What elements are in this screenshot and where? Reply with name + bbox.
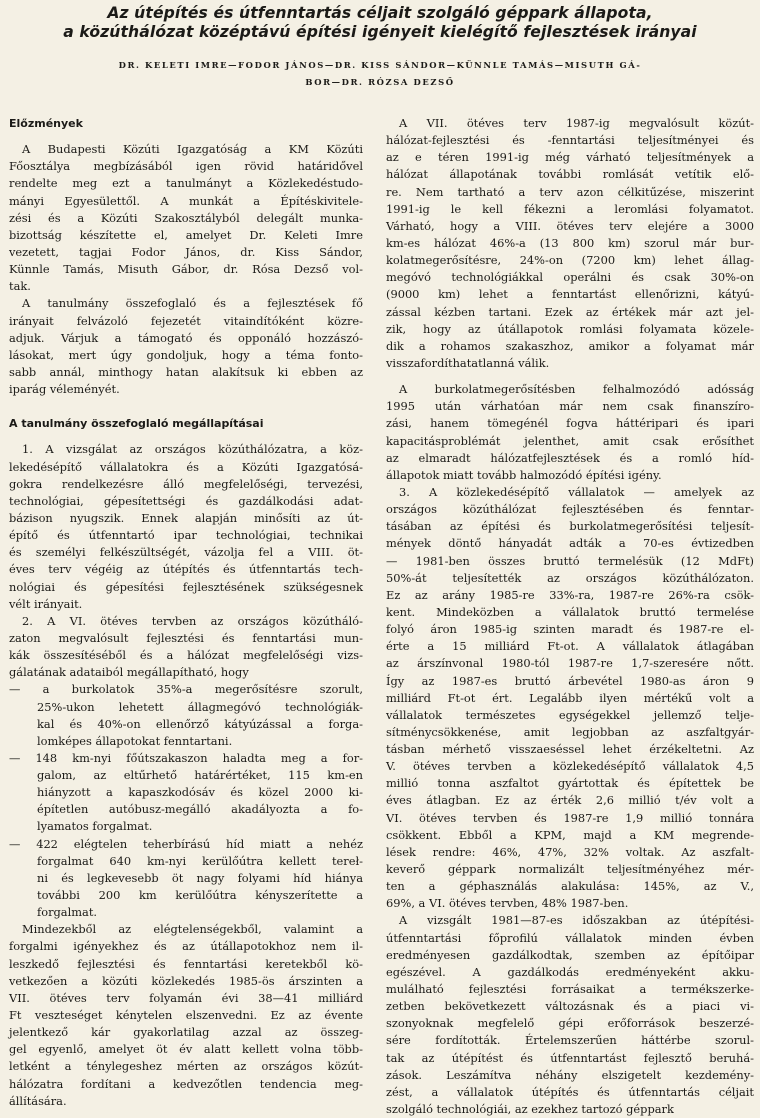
text-line: rendelte meg ezt a tanulmányt a Közlekedéstudo-	[9, 176, 363, 191]
text-line: hálózat állapotának további romlását vetítik elő-	[386, 167, 754, 182]
text-line: gokra rendelkezésre álló megfelelőségi, tervezési,	[9, 476, 363, 491]
text-line: adjuk. Várjuk a támogató és opponáló hozzászó-	[9, 330, 363, 345]
text-line: — 148 km-nyi főútszakaszon haladta meg a for-	[9, 750, 363, 765]
text-line: vezetett, tagjai Fodor János, dr. Kiss Sándor,	[9, 244, 363, 259]
text-line: — 1981-ben összes bruttó termelésük (12 MdFt)	[386, 553, 754, 568]
text-line: bázison nyugszik. Ennek alapján minősíti az út-	[9, 510, 363, 525]
text-line: — 422 elégtelen teherbírású híd miatt a nehéz	[9, 836, 363, 851]
text-line: zik, hogy az útállapotok romlási folyamata közele-	[386, 321, 754, 336]
text-line: útfenntartási főprofilú vállalatok minden évben	[386, 930, 754, 945]
text-line: kal és 40%-on ellenőrző kátyúzással a forga-	[37, 716, 363, 731]
text-line: egészével. A gazdálkodás eredményeként akku-	[386, 964, 754, 979]
text-line: dik a rohamos szakaszhoz, amikor a folyamat már	[386, 338, 754, 353]
text-line: forgalmi igényekhez és az útállapotokhoz nem il-	[9, 939, 363, 954]
paragraph	[9, 921, 363, 1110]
text-line: éves átlagban. Ez az érték 2,6 millió t/év volt a	[386, 793, 754, 808]
text-line: kolatmegerősítésre, 24%-on (7200 km) lehet állag-	[386, 253, 754, 268]
text-line: építő és útfenntartó ipar technológiai, technikai	[9, 528, 363, 543]
text-line: zaton megvalósult fejlesztési és fenntartási mun-	[9, 630, 363, 645]
left-column	[9, 106, 363, 1110]
text-line: lések rendre: 46%, 47%, 32% voltak. Az aszfalt-	[386, 844, 754, 859]
text-line: VII. ötéves terv folyamán évi 38—41 milliárd	[9, 990, 363, 1005]
text-line: vélt irányait.	[9, 596, 83, 611]
text-line: eredményesen gazdálkodtak, szemben az építőipar	[386, 947, 754, 962]
text-line: az árszínvonal 1980-tól 1987-re 1,7-szeresére nőtt.	[386, 656, 754, 671]
text-line: gálatának adataiból megállapítható, hogy	[9, 665, 249, 680]
text-line: lomképes állapotokat fenntartani.	[37, 733, 233, 748]
bullet-item	[9, 750, 363, 836]
text-line: lyamatos forgalmat.	[37, 819, 153, 834]
text-line: építetlen autóbusz-megálló akadályozta a fo-	[37, 802, 363, 817]
text-line: technológiai, gépesítettségi és gazdálkodási adat-	[9, 493, 363, 508]
text-line: 1. A vizsgálat az országos közúthálózatra, a köz-	[22, 442, 363, 457]
text-line: sabb annál, minthogy hatan alakítsuk ki ebben az	[9, 364, 363, 379]
text-line: irányait felvázoló fejezetét vitaindítóként közre-	[9, 313, 363, 328]
text-line: milliárd Ft-ot ért. Legalább ilyen mértékű volt a	[386, 690, 754, 705]
text-line: galom, az eltűrhető határértéket, 115 km-en	[37, 768, 363, 783]
paragraph	[386, 484, 754, 913]
text-line: visszafordíthatatlanná válik.	[386, 355, 550, 370]
text-line: hálózat-fejlesztési és -fenntartási teljesítményei és	[386, 133, 754, 148]
text-line: az e téren 1991-ig még várható teljesítmények a	[386, 150, 754, 165]
article-title	[0, 4, 760, 42]
text-line: tásban mérhető visszaeséssel lehet érzékeltetni. Az	[386, 742, 754, 757]
text-line: forgalmat 640 km-nyi kerülőútra kellett tereł-	[37, 853, 363, 868]
paragraph	[9, 613, 363, 682]
title-line-2: a közúthálózat középtávú építési igényeit kielégítő fejlesztések irányai	[63, 23, 697, 41]
text-line: szonyoknak megfelelő gépi erőforrások beszerzé-	[386, 1016, 754, 1031]
paragraph	[9, 441, 363, 612]
text-line: megóvó technológiákkal operálni és csak 30%-on	[386, 270, 754, 285]
text-line: 69%, a VI. ötéves tervben, 48% 1987-ben.	[386, 896, 629, 911]
text-line: (9000 km) lehet a fenntartást ellenőrizni, kátyú-	[386, 287, 754, 302]
text-line: 2. A VI. ötéves tervben az országos közúthálό-	[22, 613, 363, 628]
text-line: Ez az arány 1985-re 33%-ra, 1987-re 26%-ra csök-	[386, 587, 754, 602]
text-line: A burkolatmegerősítésben felhalmozódó adósság	[399, 382, 754, 397]
text-line: Várható, hogy a VIII. ötéves terv elejére a 3000	[386, 218, 754, 233]
text-line: és személyi felkészültségét, vázolja fel a VIII. öt-	[9, 545, 363, 560]
text-line: forgalmat.	[37, 905, 98, 920]
title-line-1: Az útépítés és útfenntartás céljait szolgáló géppark állapota,	[107, 4, 653, 22]
text-line: 50%-át teljesítették az országos közúthálózaton.	[386, 570, 754, 585]
text-line: tak az útépítést és útfenntartást fejlesztő beruhá-	[386, 1050, 754, 1065]
text-line: re. Nem tartható a terv azon célkitűzése, miszerint	[386, 184, 754, 199]
text-line: ten a géphasználás alakulása: 145%, az V.,	[386, 879, 754, 894]
text-line: A tanulmány összefoglaló és a fejlesztések fő	[22, 296, 363, 311]
text-line: A Budapesti Közúti Igazgatóság a KM Közúti	[22, 142, 363, 157]
text-line: csökkent. Ebből a KPM, majd a KM megrende-	[386, 827, 754, 842]
text-line: letként a ténylegeshez mérten az országos közút-	[9, 1059, 363, 1074]
section-heading-megallapitasok: A tanulmány összefoglaló megállapításai	[9, 417, 264, 431]
text-line: Künnle Tamás, Misuth Gábor, dr. Rósa Dezső vol-	[9, 262, 363, 277]
text-line: V. ötéves tervben a közlekedésépítő vállalatok 4,5	[386, 759, 754, 774]
text-line: bizottság készítette el, amelyet Dr. Keleti Imre	[9, 227, 363, 242]
text-line: országos közúthálózat fejlesztésében és fenntar-	[386, 502, 754, 517]
text-line: ni és legkevesebb öt nagy folyami híd hiánya	[37, 870, 363, 885]
text-line: hiányzott a kapaszkodósáv és közel 2000 ki-	[37, 785, 363, 800]
text-line: zással kézben tartani. Ezek az értékek már azt jel-	[386, 304, 754, 319]
text-line: jelentkező kár gyakorlatilag azzal az összeg-	[9, 1025, 363, 1040]
text-line: — a burkolatok 35%-a megerősítésre szorult,	[9, 682, 363, 697]
text-line: 25%-ukon lehetett állagmegóvó technológiák-	[37, 699, 363, 714]
text-line: A VII. ötéves terv 1987-ig megvalósult közút-	[399, 116, 754, 130]
text-line: érte a 15 milliárd Ft-ot. A vállalatok átlagában	[386, 639, 754, 654]
text-line: kák összesítéséből és a hálózat megfelelőségi vizs-	[9, 648, 363, 663]
text-line: vállalatok természetes egységekkel jellemző telje-	[386, 707, 754, 722]
text-line: vetkezően a közúti közlekedés 1985-ös árszinten a	[9, 973, 363, 988]
text-line: folyó áron 1985-ig szinten maradt és 1987-re el-	[386, 622, 754, 637]
text-line: állítására.	[9, 1093, 67, 1108]
text-line: sére fordították. Értelemszerűen háttérbe szorul-	[386, 1033, 754, 1048]
text-line: Ft veszteséget kénytelen elszenvedni. Ez az évente	[9, 1008, 363, 1023]
authors-line-2: BOR—DR. RÓZSA DEZSŐ	[305, 77, 455, 87]
paragraph	[9, 295, 363, 398]
text-line: nológiai és gépesítési fejlesztésének szükségesnek	[9, 579, 363, 594]
text-line: kent. Mindeközben a vállalatok bruttó termelése	[386, 604, 754, 619]
paragraph	[386, 115, 754, 372]
text-line: zások. Leszámítva néhány elszigetelt kezdemény-	[386, 1067, 754, 1082]
text-line: állapotok miatt tovább halmozódó építési igény.	[386, 467, 662, 482]
text-line: mények döntő hányadát adták a 70-es évtizedben	[386, 536, 754, 551]
text-line: Így az 1987-es bruttó árbevétel 1980-as áron 9	[386, 673, 754, 688]
text-line: zési és a Közúti Szakosztályból delegált munka-	[9, 210, 363, 225]
text-line: 3. A közlekedésépítő vállalatok — amelyek az	[399, 484, 754, 499]
text-line: iparág véleményét.	[9, 382, 120, 397]
text-line: tak.	[9, 279, 31, 294]
text-line: zést, a vállalatok útépítés és útfenntartás céljait	[386, 1084, 754, 1099]
text-line: lásokat, mert úgy gondoljuk, hogy a téma fonto-	[9, 347, 363, 362]
text-line: Mindezekből az elégtelenségekből, valamint a	[22, 922, 363, 937]
text-line: Főosztálya megbízásából igen rövid határidővel	[9, 159, 363, 174]
text-line: keverő géppark normalizált teljesítményéhez mér-	[386, 862, 754, 877]
text-line: km-es hálózat 46%-a (13 800 km) szorul már bur-	[386, 235, 754, 250]
text-line: 1991-ig le kell fékezni a leromlási folyamatot.	[386, 201, 754, 216]
text-line: VI. ötéves tervben és 1987-re 1,9 millió tonnára	[386, 810, 754, 825]
text-line: további 200 km kerülőútra kényszerítette a	[37, 888, 363, 903]
bullet-item	[9, 681, 363, 750]
text-line: gel egyenlő, amelyet öt év alatt kellett volna több-	[9, 1042, 363, 1057]
paragraph	[386, 912, 754, 1118]
text-line: zetben bekövetkezett változásnak és a piaci vi-	[386, 999, 754, 1014]
section-heading-elozmenyek: Előzmények	[9, 117, 83, 130]
text-line: zási, hanem tömegénél fogva háttéripari és ipari	[386, 416, 754, 431]
text-line: A vizsgált 1981—87-es időszakban az útépítési-	[399, 913, 754, 928]
text-line: hálózatra fordítani a kedvezőtlen tendencia meg-	[9, 1076, 363, 1091]
paragraph	[386, 381, 754, 484]
text-line: mányi Egyesülettől. A munkát a Építéskivitele-	[9, 193, 363, 208]
author-list	[0, 57, 760, 91]
text-line: sítménycsökkenése, amit legjobban az aszfaltgyár-	[386, 724, 754, 739]
paragraph	[9, 141, 363, 295]
text-line: szolgáló technológiái, az ezekhez tartozó géppark	[386, 1102, 674, 1117]
text-line: lekedésépítő vállalatokra és a Közúti Igazgatósá-	[9, 459, 363, 474]
text-line: 1995 után várhatóan már nem csak finanszíro-	[386, 399, 754, 414]
text-line: kapacitásproblémát jelenthet, amit csak erősíthet	[386, 433, 754, 448]
text-line: éves terv végéig az útépítés és útfenntartás tech-	[9, 562, 363, 577]
right-column	[386, 106, 754, 1118]
text-line: az elmaradt hálózatfejlesztések és a romló híd-	[386, 450, 754, 465]
text-line: millió tonna aszfaltot gyártottak és építettek be	[386, 776, 754, 791]
bullet-item	[9, 836, 363, 922]
text-line: leszkedő fejlesztési és fenntartási keretekből kö-	[9, 956, 363, 971]
text-line: tásában az építési és burkolatmegerősítési teljesít-	[386, 519, 754, 534]
authors-line-1: DR. KELETI IMRE—FODOR JÁNOS—DR. KISS SÁNDOR—KÜNNLE TAMÁS—MISUTH GÁ-	[118, 60, 642, 70]
text-line: mulálható fejlesztési forrásaikat a termékszerke-	[386, 982, 754, 997]
